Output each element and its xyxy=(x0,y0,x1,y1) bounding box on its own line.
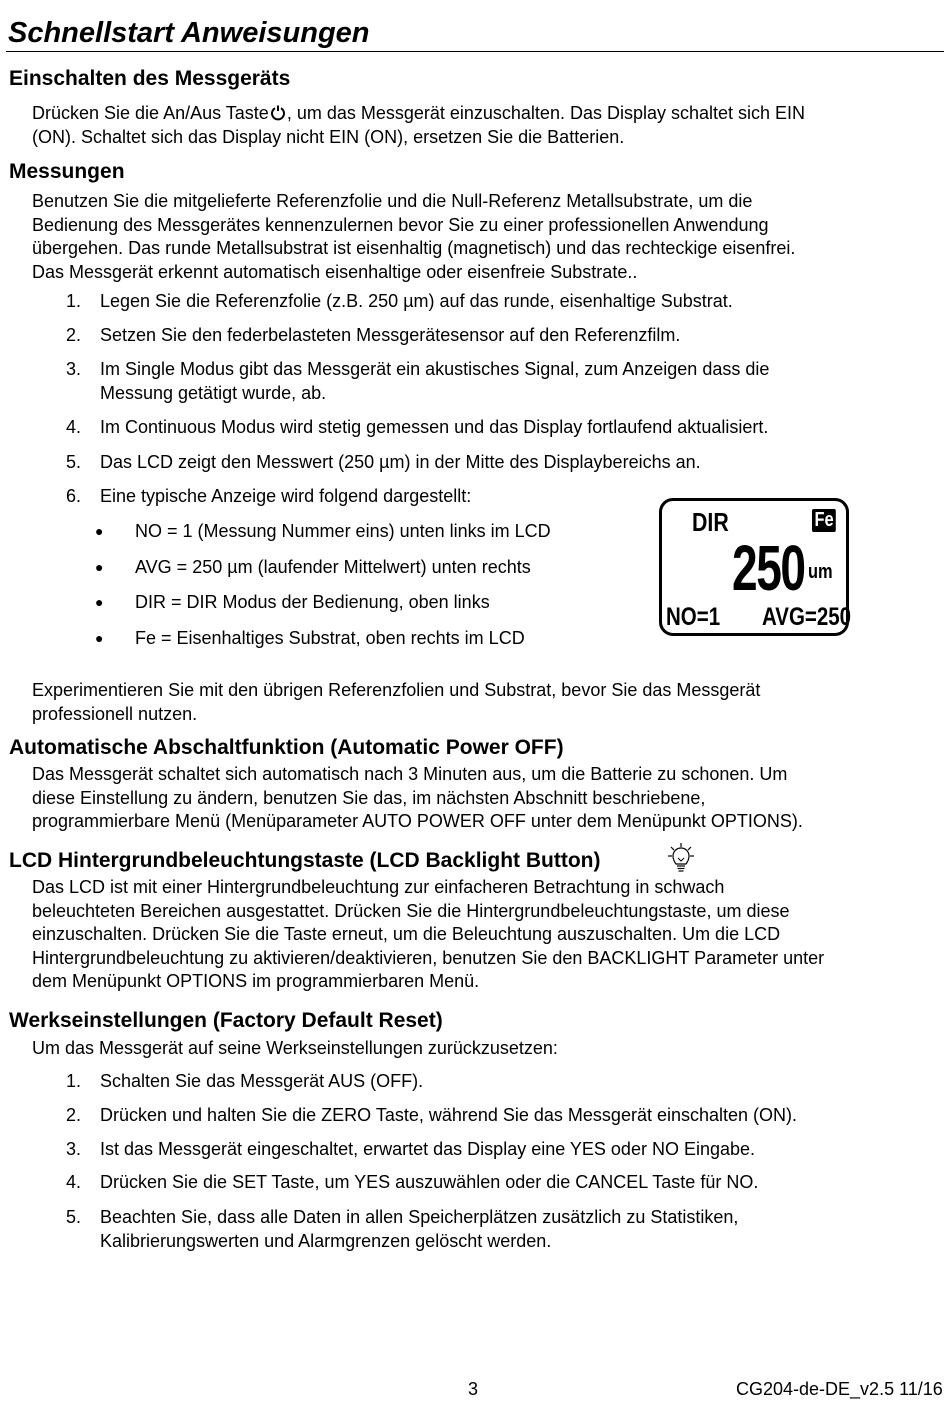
closing-line: professionell nutzen. xyxy=(32,703,198,724)
list-item xyxy=(66,451,701,475)
step-number: 1. xyxy=(66,291,82,311)
auto-off-line: programmierbare Menü (Menüparameter AUTO POWER OFF unter dem Menüpunkt OPTIONS). xyxy=(32,811,803,832)
list-item xyxy=(95,520,551,544)
lcd-count-label: NO=1 xyxy=(666,603,721,631)
backlight-line: Das LCD ist mit einer Hintergrundbeleuchtung zur einfacheren Betrachtung in schwach xyxy=(32,877,725,897)
lcd-substrate-badge: Fe xyxy=(812,509,836,532)
bullet-text: Fe = Eisenhaltiges Substrat, oben rechts im LCD xyxy=(135,628,525,648)
power-on-text xyxy=(32,102,942,149)
bullet-icon: ● xyxy=(95,559,104,575)
list-item xyxy=(66,1206,738,1253)
step-number: 5. xyxy=(66,1207,82,1227)
step-text: Das LCD zeigt den Messwert (250 µm) in der Mitte des Displaybereichs an. xyxy=(100,452,701,472)
list-item xyxy=(66,485,471,509)
closing-line: Experimentieren Sie mit den übrigen Referenzfolien und Substrat, bevor Sie das Messgerät xyxy=(32,680,761,700)
heading-auto-power-off: Automatische Abschaltfunktion (Automatic Power OFF) xyxy=(9,736,564,759)
step-number: 5. xyxy=(66,452,82,472)
step-number: 2. xyxy=(66,1105,82,1125)
step-text: Legen Sie die Referenzfolie (z.B. 250 µm) auf das runde, eisenhaltige Substrat. xyxy=(100,291,733,311)
auto-power-off-text xyxy=(32,763,942,834)
document-id: CG204-de-DE_v2.5 11/16 xyxy=(736,1379,943,1399)
title-divider xyxy=(6,51,944,52)
step-text: Im Continuous Modus wird stetig gemessen und das Display fortlaufend aktualisiert. xyxy=(100,417,769,437)
list-item xyxy=(95,591,490,615)
backlight-line: dem Menüpunkt OPTIONS im programmierbaren Menü. xyxy=(32,971,480,992)
measurements-intro xyxy=(32,190,942,284)
list-item xyxy=(66,358,769,405)
list-item xyxy=(66,1104,797,1128)
lcd-reading-value: 250 xyxy=(732,532,805,604)
auto-off-line: Das Messgerät schaltet sich automatisch nach 3 Minuten aus, um die Batterie zu schonen. Um xyxy=(32,764,788,784)
step-text: Drücken Sie die SET Taste, um YES auszuwählen oder die CANCEL Taste für NO. xyxy=(100,1172,759,1192)
list-item xyxy=(95,556,531,580)
backlight-line: einzuschalten. Drücken Sie die Taste erneut, um die Beleuchtung auszuschalten. Um die LCD xyxy=(32,924,781,945)
measurements-line: Bedienung des Messgerätes kennenzulernen bevor Sie zu einer professionellen Anwendung xyxy=(32,214,769,235)
measurements-closing xyxy=(32,679,942,726)
step-number: 2. xyxy=(66,325,82,345)
list-item xyxy=(66,1070,423,1094)
heading-factory-reset: Werkseinstellungen (Factory Default Reset) xyxy=(9,1009,443,1032)
heading-power-on: Einschalten des Messgeräts xyxy=(9,67,291,90)
step-text: Setzen Sie den federbelasteten Messgerätesensor auf den Referenzfilm. xyxy=(100,325,681,345)
list-item xyxy=(66,416,768,440)
step-text: Schalten Sie das Messgerät AUS (OFF). xyxy=(100,1071,424,1091)
step-text: Eine typische Anzeige wird folgend dargestellt: xyxy=(100,486,472,506)
power-on-line-1 xyxy=(32,102,942,126)
lcd-unit-label: um xyxy=(808,561,833,583)
backlight-bulb-icon xyxy=(668,842,694,874)
power-on-line-2: (ON). Schaltet sich das Display nicht EIN (ON), ersetzen Sie die Batterien. xyxy=(32,126,625,147)
page-title: Schnellstart Anweisungen xyxy=(8,17,370,49)
step-text-continued: Kalibrierungswerten und Alarmgrenzen gelöscht werden. xyxy=(100,1230,552,1251)
bullet-icon: ● xyxy=(95,523,104,539)
step-number: 1. xyxy=(66,1071,82,1091)
step-number: 4. xyxy=(66,1172,82,1192)
factory-reset-intro xyxy=(32,1037,942,1061)
lcd-average-label: AVG=250 xyxy=(762,603,852,631)
heading-backlight: LCD Hintergrundbeleuchtungstaste (LCD Backlight Button) xyxy=(9,849,601,872)
power-button-icon xyxy=(270,105,286,121)
step-text-continued: Messung getätigt wurde, ab. xyxy=(100,382,327,403)
list-item xyxy=(66,290,733,314)
measurements-line: Das Messgerät erkennt automatisch eisenhaltige oder eisenfreie Substrate.. xyxy=(32,261,638,282)
step-text: Ist das Messgerät eingeschaltet, erwartet das Display eine YES oder NO Eingabe. xyxy=(100,1139,756,1159)
list-item xyxy=(66,324,680,348)
bullet-icon: ● xyxy=(95,594,104,610)
power-on-line-1b: , um das Messgerät einzuschalten. Das Display schaltet sich EIN xyxy=(286,103,806,123)
step-text: Beachten Sie, dass alle Daten in allen Speicherplätzen zusätzlich zu Statistiken, xyxy=(100,1207,739,1227)
backlight-line: beleuchteten Bereichen ausgestattet. Drücken Sie die Hintergrundbeleuchtungstaste, um diese xyxy=(32,900,790,921)
bullet-text: NO = 1 (Messung Nummer eins) unten links im LCD xyxy=(135,521,551,541)
power-on-line-1a: Drücken Sie die An/Aus Taste xyxy=(32,103,269,123)
step-number: 4. xyxy=(66,417,82,437)
measurements-line: Benutzen Sie die mitgelieferte Referenzfolie und die Null-Referenz Metallsubstrate, um die xyxy=(32,191,753,211)
lcd-display-illustration xyxy=(659,498,852,636)
backlight-line: Hintergrundbeleuchtung zu aktivieren/deaktivieren, benutzen Sie den BACKLIGHT Parameter unter xyxy=(32,947,825,968)
step-number: 3. xyxy=(66,359,82,379)
heading-measurements: Messungen xyxy=(9,160,125,183)
measurements-line: übergehen. Das runde Metallsubstrat ist eisenhaltig (magnetisch) und das rechteckige eisenfrei. xyxy=(32,238,796,259)
bullet-text: AVG = 250 µm (laufender Mittelwert) unten rechts xyxy=(135,557,531,577)
list-item xyxy=(66,1138,755,1162)
step-number: 3. xyxy=(66,1139,82,1159)
step-text: Im Single Modus gibt das Messgerät ein akustisches Signal, zum Anzeigen dass die xyxy=(100,359,770,379)
page-number: 3 xyxy=(468,1379,479,1399)
lcd-mode-label: DIR xyxy=(692,507,729,537)
bullet-icon: ● xyxy=(95,630,104,646)
auto-off-line: diese Einstellung zu ändern, benutzen Sie das, im nächsten Abschnitt beschriebene, xyxy=(32,787,706,808)
step-number: 6. xyxy=(66,486,82,506)
list-item xyxy=(95,627,525,651)
list-item xyxy=(66,1171,758,1195)
factory-reset-intro-line: Um das Messgerät auf seine Werkseinstellungen zurückzusetzen: xyxy=(32,1038,558,1058)
bullet-text: DIR = DIR Modus der Bedienung, oben links xyxy=(135,592,490,612)
step-text: Drücken und halten Sie die ZERO Taste, während Sie das Messgerät einschalten (ON). xyxy=(100,1105,798,1125)
backlight-text xyxy=(32,876,942,994)
